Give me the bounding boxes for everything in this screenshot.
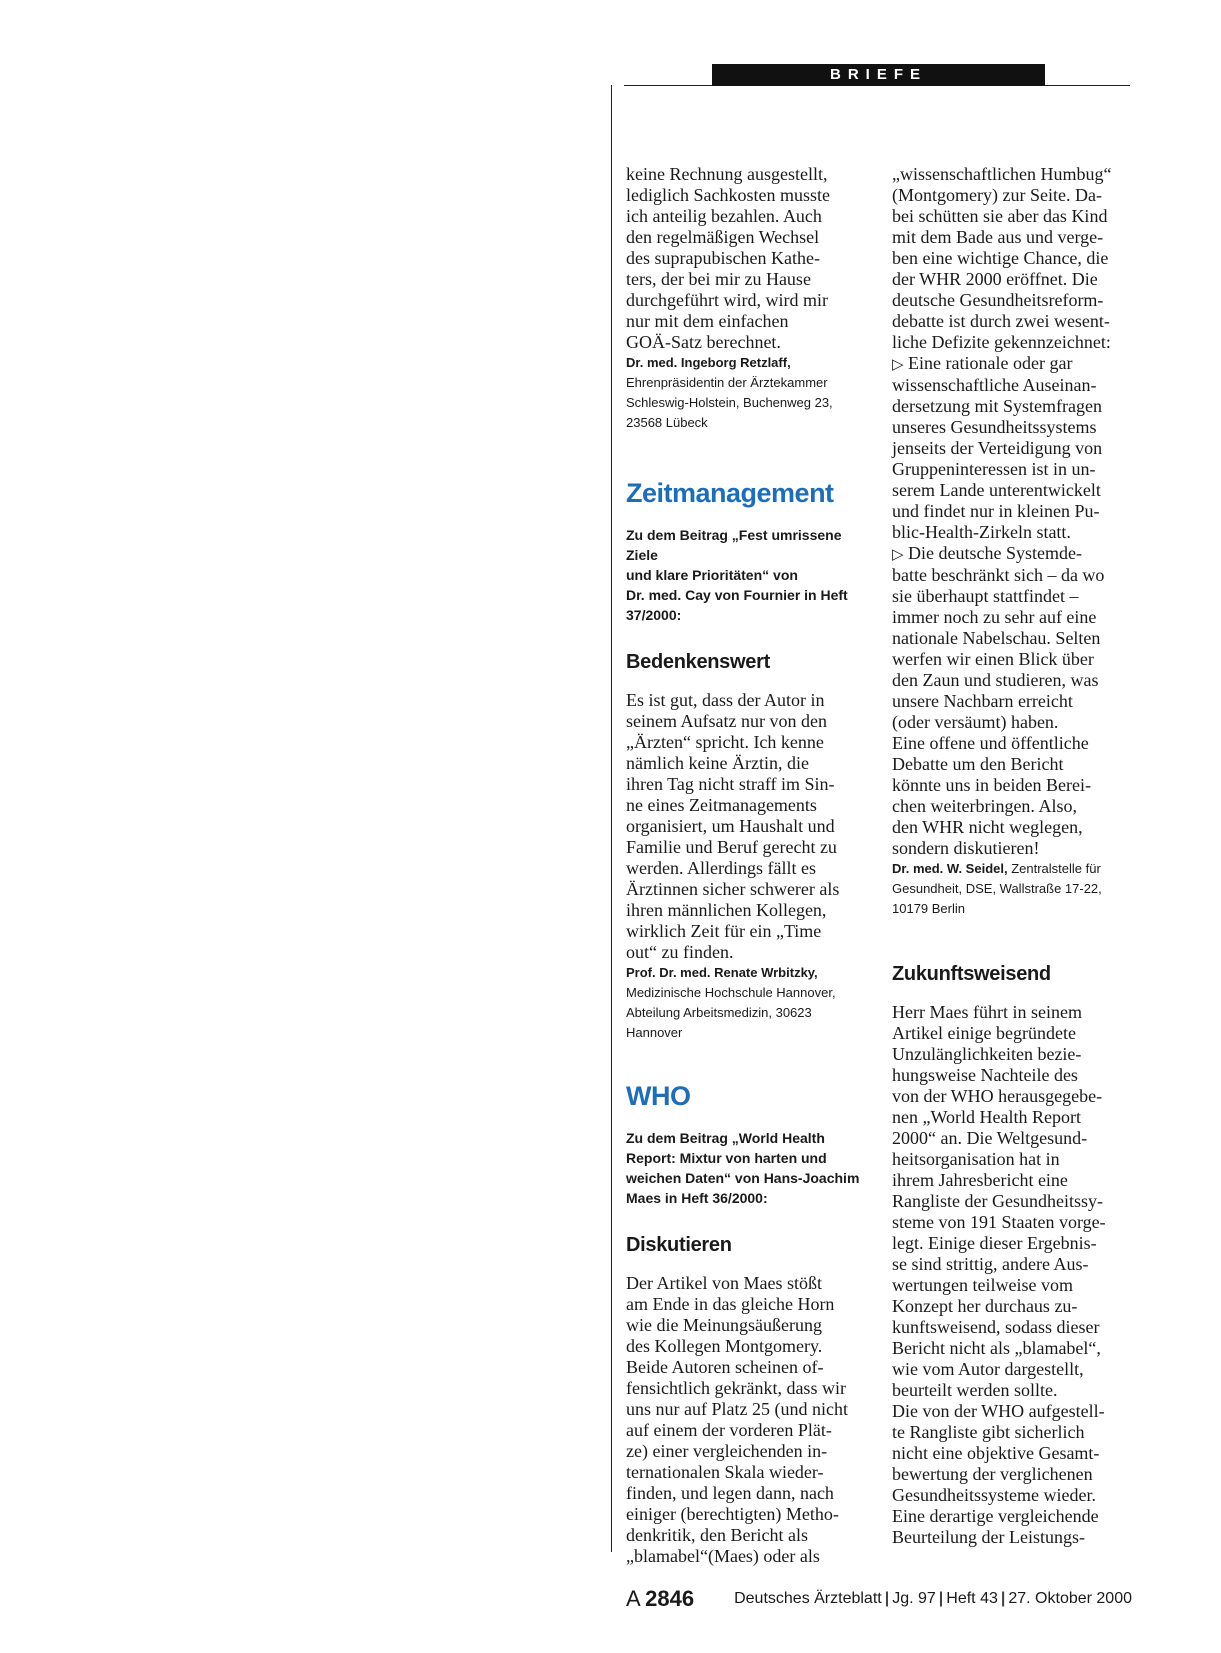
journal-info: Deutsches Ärzteblatt | Jg. 97 | Heft 43 | 27. Oktober 2000 <box>734 1590 1132 1607</box>
journal-date: 27. Oktober 2000 <box>1008 1590 1132 1607</box>
section-intro: Zu dem Beitrag „World Health Report: Mixtur von harten und weichen Daten“ von Hans-Joachim Maes in Heft 36/2000: <box>626 1130 860 1206</box>
section-header: BRIEFE <box>712 64 1045 86</box>
signature-address: Ehrenpräsidentin der Ärztekammer Schleswig-Holstein, Buchenweg 23, 23568 Lübeck <box>626 375 833 430</box>
section-intro: Zu dem Beitrag „Fest umrissene Ziele und klare Prioritäten“ von Dr. med. Cay von Fournier in Heft 37/2000: <box>626 527 848 623</box>
section-title: Zeitmanagement <box>626 478 834 508</box>
letter-text: Es ist gut, dass der Autor in seinem Aufsatz nur von den „Ärzten“ spricht. Ich kenne nämlich keine Ärztin, die ihren Tag nicht straff im Sin- ne eines Zeitmanagements organisiert, um Haushalt und Familie und Beruf gerecht zu werden. Allerdings fällt es Ärztinnen sicher schwerer als ihren männlichen Kollegen, wirklich Zeit für ein „Time out“ zu finden. <box>626 690 840 962</box>
letter-title: Diskutieren <box>626 1234 732 1256</box>
bullet-text: Die deutsche Systemde- batte beschränkt sich – da wo sie überhaupt stattfindet – immer noch zu sehr auf eine nationale Nabelschau. Selten werfen wir einen Blick über den Zaun und studieren, was unsere Nachbarn erreicht (oder versäumt) haben. <box>892 543 1105 732</box>
journal-volume: Jg. 97 <box>892 1590 936 1607</box>
signature-affiliation: Zentralstelle für <box>1011 861 1101 876</box>
triangle-bullet-icon: ▷ <box>892 545 904 563</box>
letter-text: Der Artikel von Maes stößt am Ende in das gleiche Horn wie die Meinungsäußerung des Kollegen Montgomery. Beide Autoren scheinen of- fensichtlich gekränkt, dass wir uns nur auf Platz 25 (und nicht auf einem der vorderen Plät- ze) einer vergleichenden in- ternationalen Skala wieder- finden, und legen dann, nach einiger (berechtigten) Metho- denkritik, den Bericht als „blamabel“(Maes) oder als <box>626 1273 848 1566</box>
triangle-bullet-icon: ▷ <box>892 355 904 373</box>
journal-issue: Heft 43 <box>946 1590 998 1607</box>
journal-name: Deutsches Ärzteblatt <box>734 1590 882 1607</box>
signature-name: Prof. Dr. med. Renate Wrbitzky, <box>626 965 818 980</box>
column-left <box>626 164 871 1567</box>
page-number: 2846 <box>645 1586 695 1611</box>
signature-name: Dr. med. W. Seidel, <box>892 861 1008 876</box>
signature-address: Gesundheit, DSE, Wallstraße 17-22, 10179 Berlin <box>892 881 1102 916</box>
bullet-item <box>892 543 1137 733</box>
bullet-text: Eine rationale oder gar wissenschaftliche Auseinan- dersetzung mit Systemfragen unseres Gesundheitssystems jenseits der Verteidigung von Gruppeninteressen ist in un- serem Lande unterentwickelt und findet nur in kleinen Pu- blic-Health-Zirkeln statt. <box>892 353 1103 542</box>
page-prefix: A <box>626 1586 641 1611</box>
signature-name: Dr. med. Ingeborg Retzlaff, <box>626 355 791 370</box>
signature <box>626 353 871 373</box>
signature <box>626 963 871 983</box>
closing-text: Eine offene und öffentliche Debatte um den Bericht könnte uns in beiden Berei- chen weiterbringen. Also, den WHR nicht weglegen, sondern diskutieren! <box>892 733 1091 858</box>
page-footer <box>626 1584 1132 1614</box>
letter-text: Herr Maes führt in seinem Artikel einige begründete Unzulänglichkeiten bezie- hungsweise Nachteile des von der WHO herausgegebe- nen „World Health Report 2000“ an. Die Weltgesund- heitsorganisation hat in ihrem Jahresbericht eine Rangliste der Gesundheitssy- steme von 191 Staaten vorge- legt. Einige dieser Ergebnis- se sind strittig, andere Aus- wertungen teilweise vom Konzept her durchaus zu- kunftsweisend, sodass dieser Bericht nicht als „blamabel“, wie vom Autor dargestellt, beurteilt werden sollte. <box>892 1002 1106 1400</box>
signature-address: Medizinische Hochschule Hannover, Abteilung Arbeitsmedizin, 30623 Hannover <box>626 985 836 1040</box>
section-title: WHO <box>626 1081 691 1111</box>
letter-title: Zukunftsweisend <box>892 963 1051 985</box>
column-right <box>892 164 1137 1548</box>
continued-text: „wissenschaftlichen Humbug“ (Montgomery) zur Seite. Da- bei schütten sie aber das Kind mit dem Bade aus und verge- ben eine wichtige Chance, die der WHR 2000 eröffnet. Die deutsche Gesundheitsreform- debatte ist durch zwei wesent- liche Defizite gekennzeichnet: <box>892 164 1112 352</box>
continued-text: keine Rechnung ausgestellt, lediglich Sachkosten musste ich anteilig bezahlen. Auch den regelmäßigen Wechsel des suprapubischen Kathe- ters, der bei mir zu Hause durchgeführt wird, wird mir nur mit dem einfachen GOÄ-Satz berechnet. <box>626 164 830 352</box>
letter-title: Bedenkenswert <box>626 651 770 673</box>
column-rule <box>611 85 612 1552</box>
letter-text: Die von der WHO aufgestell- te Rangliste gibt sicherlich nicht eine objektive Gesamt- bewertung der verglichenen Gesundheitssysteme wieder. Eine derartige vergleichende Beurteilung der Leistungs- <box>892 1401 1105 1547</box>
bullet-item <box>892 353 1137 543</box>
signature <box>892 859 1137 879</box>
